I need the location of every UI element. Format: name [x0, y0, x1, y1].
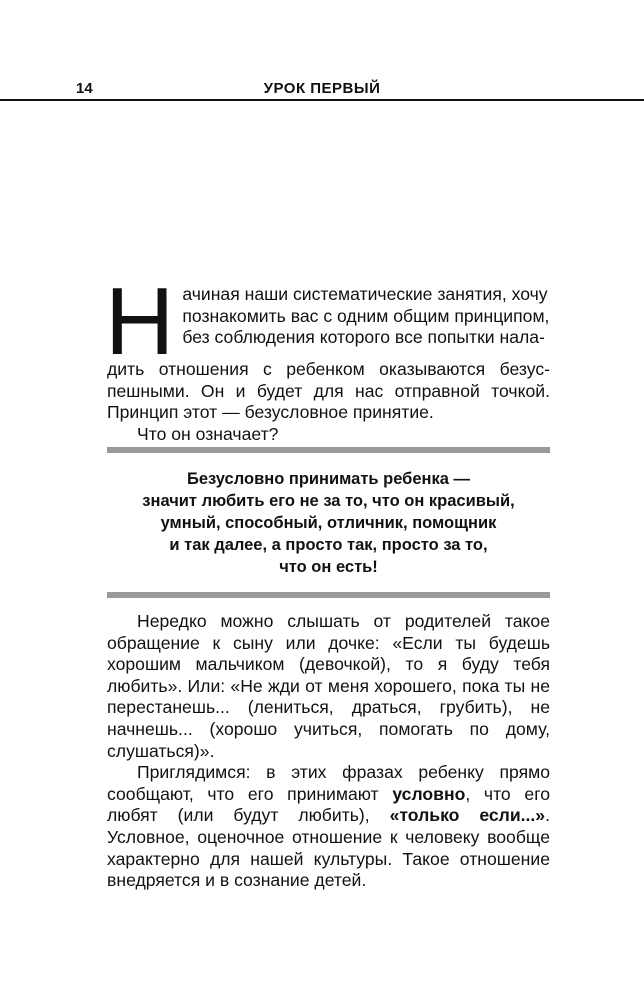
- intro-continuation: дить отношения с ребенком оказываются безуспешными. Он и будет для нас отправной точкой. Принцип этот — безусловное принятие.: [107, 359, 550, 423]
- body-paragraph-1: Нередко можно слышать от родителей такое обращение к сыну или дочке: «Если ты будешь хорошим мальчиком (девочкой), то я буду тебя любить». Или: «Не жди от меня хорошего, пока ты не перестанешь... (лениться, драться, грубить), не начнешь... (хорошо учиться, помогать по дому, слушаться)».: [107, 611, 550, 761]
- header-rule: [0, 99, 644, 101]
- paragraph-2-text: . Условное, оценочное отношение к человеку вообще характерно для нашей культуры. Такое отношение внедряется и в сознание детей.: [107, 805, 550, 891]
- page-number: 14: [76, 80, 93, 97]
- callout-line: умный, способный, отличник, помощник: [160, 514, 497, 532]
- intro-question: Что он означает?: [137, 423, 279, 444]
- callout-line: Безусловно принимать ребенка —: [186, 470, 471, 488]
- body-section: [107, 611, 550, 892]
- running-title: УРОК ПЕРВЫЙ: [263, 80, 381, 97]
- page-header: [0, 76, 644, 98]
- body-paragraph-2: [107, 762, 550, 892]
- intro-section: [105, 268, 550, 445]
- paragraph-2-text: Приглядимся: в этих фразах ребенку прямо сообщают, что его принимают: [107, 762, 550, 804]
- callout-line: и так далее, а просто так, просто за то,: [169, 536, 488, 554]
- emphasis-only-if: «только если...»: [389, 805, 546, 826]
- paragraph-2-text: , что его любят (или будут любить),: [107, 783, 551, 826]
- intro-line-1: ачиная наши систематические занятия, хочу: [182, 284, 548, 304]
- intro-line-3: без соблюдения которого все попытки нала-: [182, 327, 545, 348]
- callout-bottom-rule: [107, 592, 550, 598]
- drop-cap: Н: [105, 268, 175, 375]
- intro-line-2: познакомить вас с одним общим принципом,: [182, 305, 550, 326]
- emphasis-conditionally: условно: [392, 783, 466, 804]
- callout-line: что он есть!: [279, 558, 378, 576]
- callout-box: [107, 468, 550, 578]
- callout-line: значит любить его не за то, что он красивый,: [142, 492, 515, 510]
- callout-top-rule: [107, 447, 550, 453]
